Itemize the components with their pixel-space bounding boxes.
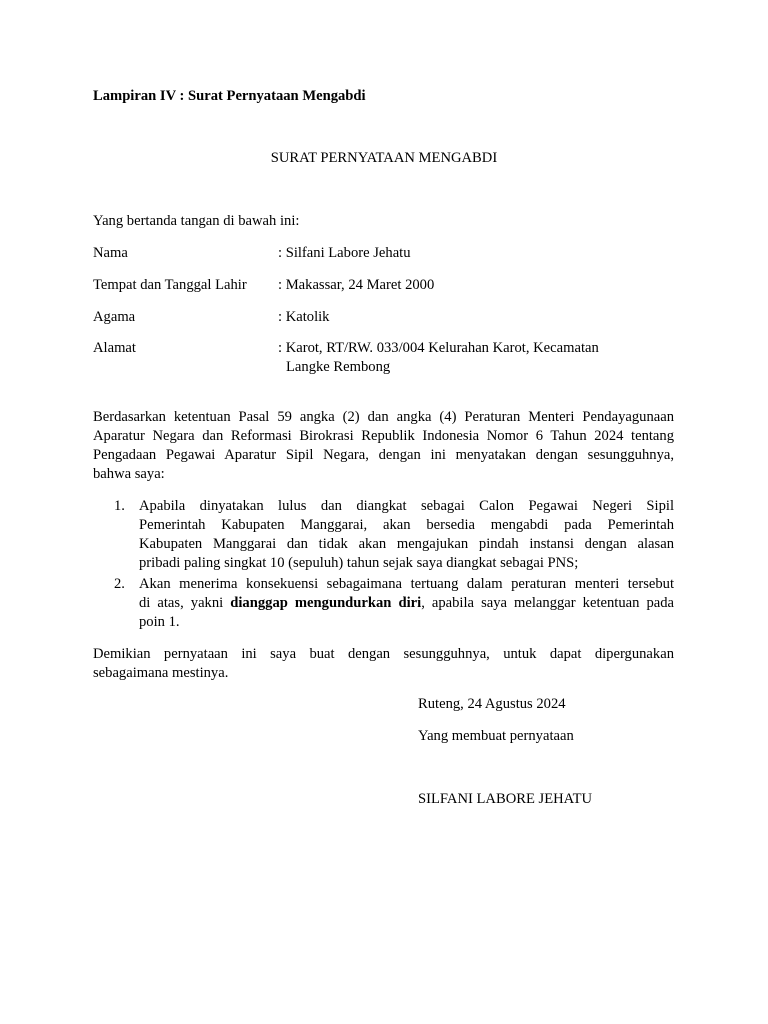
- paragraph-closing: [93, 645, 674, 683]
- field-value-agama: : Katolik: [278, 309, 330, 325]
- field-value-alamat-line2: Langke Rembong: [286, 359, 391, 375]
- list-line: Pemerintah Kabupaten Manggarai, akan bersedia mengabdi pada Pemerintah: [139, 517, 674, 533]
- signature-maker-label: Yang membuat pernyataan: [418, 728, 574, 744]
- list-line: [139, 594, 674, 613]
- emphasis-text: dianggap mengundurkan diri: [230, 595, 422, 611]
- attachment-heading: Lampiran IV : Surat Pernyataan Mengabdi: [93, 88, 366, 104]
- list-line: poin 1.: [139, 614, 180, 630]
- paragraph-line: bahwa saya:: [93, 466, 165, 482]
- list-line: pribadi paling singkat 10 (sepuluh) tahun sejak saya diangkat sebagai PNS;: [139, 555, 579, 571]
- paragraph-line: Berdasarkan ketentuan Pasal 59 angka (2) dan angka (4) Peraturan Menteri Pendayagunaan: [93, 409, 674, 425]
- list-line: Apabila dinyatakan lulus dan diangkat sebagai Calon Pegawai Negeri Sipil: [139, 498, 674, 514]
- list-line: Akan menerima konsekuensi sebagaimana tertuang dalam peraturan menteri tersebut: [139, 576, 674, 592]
- document-title: SURAT PERNYATAAN MENGABDI: [270, 150, 498, 166]
- field-value-ttl: : Makassar, 24 Maret 2000: [278, 277, 435, 293]
- field-label-nama: Nama: [93, 245, 128, 261]
- list-text-segment: , apabila saya melanggar ketentuan pada: [421, 595, 675, 611]
- field-label-ttl: Tempat dan Tanggal Lahir: [93, 277, 247, 293]
- list-text-segment: di atas, yakni: [139, 595, 231, 611]
- paragraph-line: Aparatur Negara dan Reformasi Birokrasi Republik Indonesia Nomor 6 Tahun 2024 tentang: [93, 428, 674, 444]
- signature-place-date: Ruteng, 24 Agustus 2024: [418, 696, 566, 712]
- list-number-1: 1.: [114, 498, 125, 514]
- field-label-agama: Agama: [93, 309, 136, 325]
- field-value-alamat-line1: : Karot, RT/RW. 033/004 Kelurahan Karot, Kecamatan: [278, 340, 599, 356]
- list-number-2: 2.: [114, 576, 125, 592]
- intro-text: Yang bertanda tangan di bawah ini:: [93, 213, 300, 229]
- paragraph-line: sebagaimana mestinya.: [93, 665, 229, 681]
- paragraph-line: Pengadaan Pegawai Aparatur Sipil Negara, dengan ini menyatakan dengan sesungguhnya,: [93, 447, 674, 463]
- list-item-1: [139, 497, 674, 573]
- paragraph-line: Demikian pernyataan ini saya buat dengan sesungguhnya, untuk dapat dipergunakan: [93, 646, 674, 662]
- field-value-nama: : Silfani Labore Jehatu: [278, 245, 411, 261]
- list-line: Kabupaten Manggarai dan tidak akan mengajukan pindah instansi dengan alasan: [139, 536, 674, 552]
- list-item-2: [139, 575, 674, 632]
- field-value-alamat: [278, 339, 678, 377]
- signature-name: SILFANI LABORE JEHATU: [418, 791, 593, 807]
- field-label-alamat: Alamat: [93, 340, 136, 356]
- paragraph-basis: [93, 408, 674, 484]
